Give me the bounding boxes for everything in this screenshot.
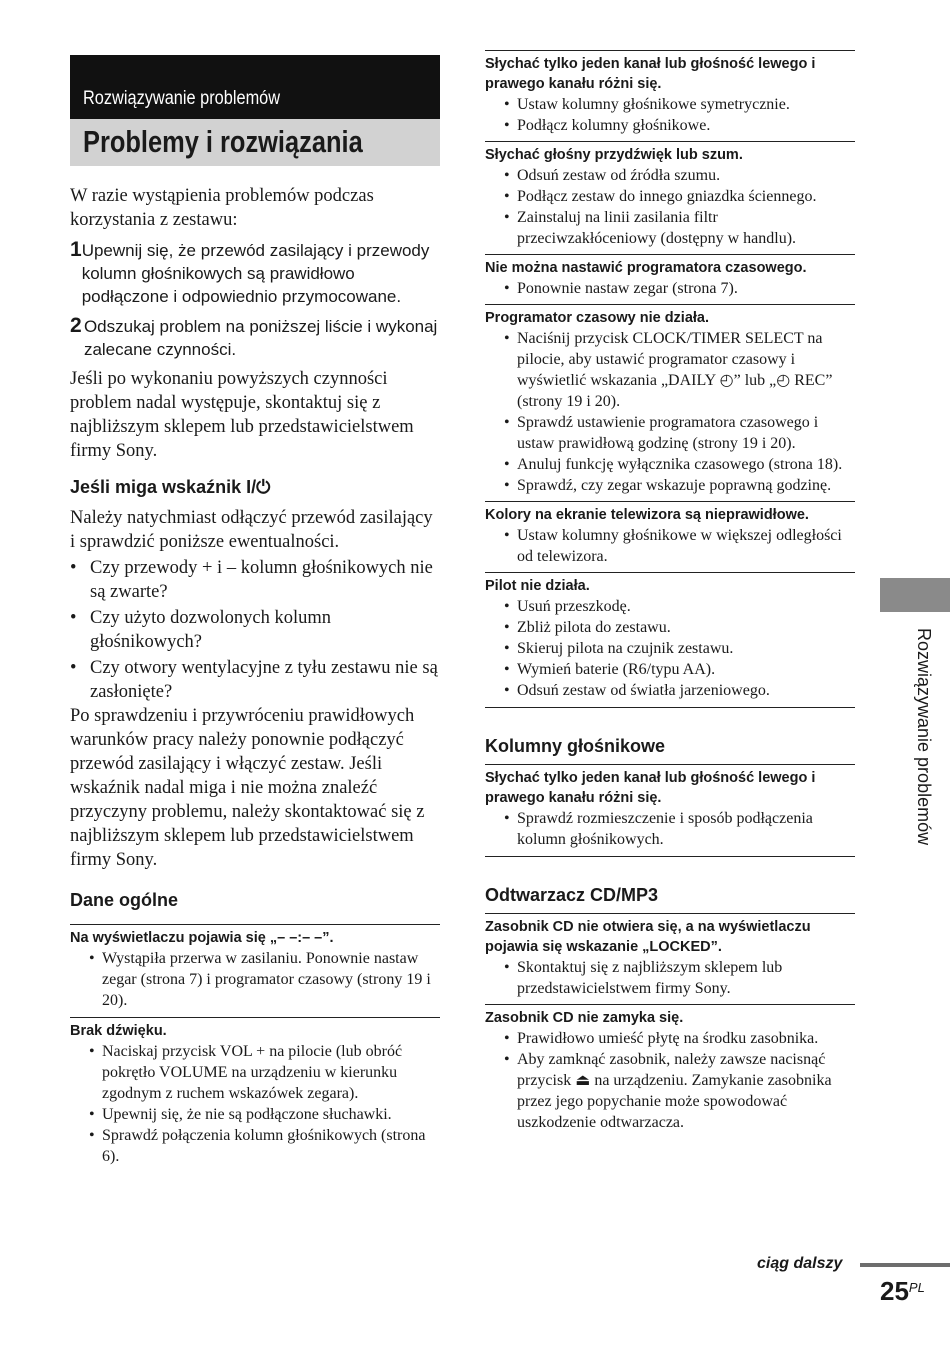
issue-title: Słychać głośny przydźwięk lub szum.	[485, 147, 743, 163]
indicator-heading: Jeśli miga wskaźnik I/⏻	[70, 477, 271, 497]
issue-title: Programator czasowy nie działa.	[485, 310, 710, 326]
step-text: Odszukaj problem na poniższej liście i wykonaj zalecane czynności.	[83, 317, 438, 359]
divider	[485, 707, 855, 708]
side-tab-label: Rozwiązywanie problemów	[914, 628, 934, 846]
section-label: Rozwiązywanie problemów	[83, 88, 281, 109]
indicator-text: Należy natychmiast odłączyć przewód zasilający i sprawdzić poniższe ewentualności.	[70, 508, 433, 552]
issue-block	[485, 141, 855, 249]
cd-heading: Odtwarzacz CD/MP3	[485, 885, 659, 905]
section-header	[70, 55, 440, 119]
issue-block	[70, 1017, 440, 1167]
list-item: • Ustaw kolumny głośnikowe w większej odległości od telewizora.	[504, 527, 842, 565]
issue-block	[485, 501, 855, 567]
after-steps-text: Jeśli po wykonaniu powyższych czynności problem nadal występuje, skontaktuj się z najbliższym sklepem lub przedstawicielstwem firmy Sony.	[70, 369, 414, 461]
issue-block	[485, 1004, 855, 1133]
issue-title: Na wyświetlaczu pojawia się „– –:– –”.	[70, 930, 334, 946]
list-item: • Anuluj funkcję wyłącznika czasowego (strona 18).	[504, 456, 843, 473]
issue-title: Kolory na ekranie telewizora są nieprawidłowe.	[485, 507, 809, 523]
list-item: • Sprawdź połączenia kolumn głośnikowych (strona 6).	[89, 1127, 426, 1165]
issue-block	[485, 913, 855, 999]
list-item: • Wymień baterie (R6/typu AA).	[504, 661, 716, 678]
list-item: • Odsuń zestaw od źródła szumu.	[504, 167, 721, 184]
list-item: • Skontaktuj się z najbliższym sklepem lub przedstawicielstwem firmy Sony.	[504, 959, 783, 997]
list-item: • Podłącz kolumny głośnikowe.	[504, 117, 711, 134]
list-item: • Czy użyto dozwolonych kolumn głośnikowych?	[70, 608, 331, 652]
list-item: • Zbliż pilota do zestawu.	[504, 619, 671, 636]
issue-title: Pilot nie działa.	[485, 578, 590, 594]
step-text: Upewnij się, że przewód zasilający i przewody kolumn głośnikowych są prawidłowo podłączone i odpowiednio przymocowane.	[81, 241, 430, 306]
issue-title: Nie można nastawić programatora czasowego.	[485, 260, 807, 276]
general-heading: Dane ogólne	[70, 890, 179, 910]
list-item: • Sprawdź, czy zegar wskazuje poprawną godzinę.	[504, 477, 832, 494]
indicator-after-text: Po sprawdzeniu i przywróceniu prawidłowych warunków pracy należy ponownie podłączyć przewód zasilający i włączyć zestaw. Jeśli wskaźnik nadal miga i nie można znaleźć przyczyny problemu, należy skontaktować się z najbliższym sklepem lub przedstawicielstwem firmy Sony.	[70, 706, 425, 870]
issue-block	[485, 304, 855, 496]
list-item: • Prawidłowo umieść płytę na środku zasobnika.	[504, 1030, 819, 1047]
step-number: 2	[70, 314, 82, 337]
list-item: • Ponownie nastaw zegar (strona 7).	[504, 280, 738, 297]
issue-title: Słychać tylko jeden kanał lub głośność lewego i prawego kanału różni się.	[485, 56, 816, 92]
list-item: • Naciskaj przycisk VOL + na pilocie (lub obróć pokrętło VOLUME na urządzeniu w kierunku zgodnym z ruchem wskazówek zegara).	[89, 1043, 403, 1102]
list-item: • Sprawdź rozmieszczenie i sposób podłączenia kolumn głośnikowych.	[504, 810, 813, 848]
speakers-heading: Kolumny głośnikowe	[485, 736, 666, 756]
list-item: • Zainstaluj na linii zasilania filtr przeciwzakłóceniowy (dostępny w handlu).	[504, 209, 797, 247]
issue-title: Brak dźwięku.	[70, 1023, 167, 1039]
side-tab-marker	[880, 578, 950, 612]
continued-label: ciąg dalszy	[757, 1255, 843, 1272]
list-item: • Usuń przeszkodę.	[504, 598, 631, 615]
divider	[485, 856, 855, 857]
list-item: • Wystąpiła przerwa w zasilaniu. Ponownie nastaw zegar (strona 7) i programator czasowy (strony 19 i 20).	[89, 950, 431, 1009]
list-item: • Czy otwory wentylacyjne z tyłu zestawu nie są zasłonięte?	[70, 658, 438, 702]
issue-block	[485, 50, 855, 136]
list-item: • Czy przewody + i – kolumn głośnikowych nie są zwarte?	[70, 558, 433, 602]
step-2	[70, 315, 440, 361]
issue-block	[485, 254, 855, 299]
list-item: • Sprawdź ustawienie programatora czasowego i ustaw prawidłową godzinę (strony 19 i 20).	[504, 414, 819, 452]
page-number-value: 25	[880, 1276, 909, 1306]
right-column	[485, 50, 855, 1133]
page-title: Problemy i rozwiązania	[83, 124, 363, 159]
issue-title: Słychać tylko jeden kanał lub głośność lewego i prawego kanału różni się.	[485, 770, 816, 806]
left-column	[70, 55, 440, 1167]
issue-block	[485, 572, 855, 701]
issue-block	[485, 764, 855, 850]
page-number	[880, 1276, 925, 1307]
page-title-band	[70, 119, 440, 166]
issue-title: Zasobnik CD nie zamyka się.	[485, 1010, 684, 1026]
list-item: • Aby zamknąć zasobnik, należy zawsze nacisnąć przycisk ⏏ na urządzeniu. Zamykanie zasobnika przez jego popychanie może spowodować uszkodzenie odtwarzacza.	[504, 1051, 832, 1131]
continued-line	[860, 1263, 950, 1267]
step-1	[70, 239, 440, 308]
list-item: • Naciśnij przycisk CLOCK/TIMER SELECT na pilocie, aby ustawić programator czasowy i wyświetlić wskazania „DAILY ◴” lub „◴ REC” (strony 19 i 20).	[504, 330, 833, 410]
list-item: • Upewnij się, że nie są podłączone słuchawki.	[89, 1106, 392, 1123]
issue-block	[70, 924, 440, 1011]
list-item: • Ustaw kolumny głośnikowe symetrycznie.	[504, 96, 790, 113]
list-item: • Skieruj pilota na czujnik zestawu.	[504, 640, 734, 657]
issue-title: Zasobnik CD nie otwiera się, a na wyświetlaczu pojawia się wskazanie „LOCKED”.	[485, 919, 811, 955]
intro-text: W razie wystąpienia problemów podczas korzystania z zestawu:	[70, 186, 374, 230]
list-item: • Podłącz zestaw do innego gniazdka ściennego.	[504, 188, 817, 205]
list-item: • Odsuń zestaw od światła jarzeniowego.	[504, 682, 770, 699]
page-language-suffix: PL	[908, 1280, 925, 1295]
step-number: 1	[70, 238, 82, 261]
